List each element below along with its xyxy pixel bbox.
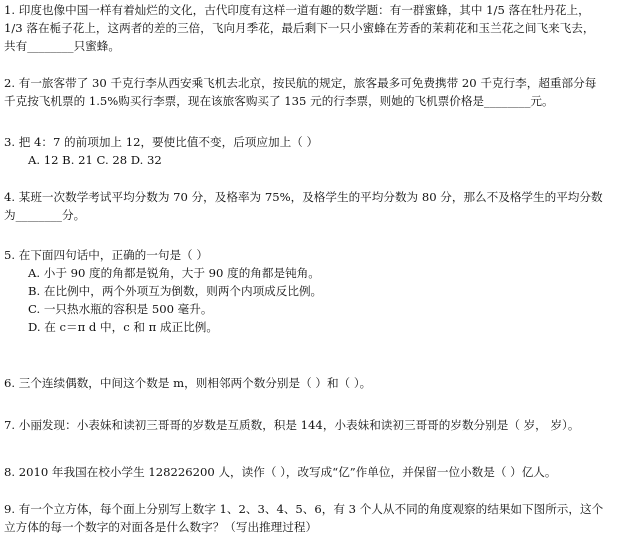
question-6-line-1: 6. 三个连续偶数，中间这个数是 m，则相邻两个数分别是（ ）和（ ）。 bbox=[4, 376, 372, 390]
question-5 bbox=[4, 246, 640, 336]
question-4-line-1: 4. 某班一次数学考试平均分数为 70 分，及格率为 75%，及格学生的平均分数为 80 分，那么不及格学生的平均分数 bbox=[4, 190, 603, 204]
question-5-option-a: A. 小于 90 度的角都是锐角，大于 90 度的角都是钝角。 bbox=[28, 266, 320, 280]
question-5-option-b: B. 在比例中，两个外项互为倒数，则两个内项成反比例。 bbox=[28, 284, 323, 298]
question-7 bbox=[4, 416, 640, 434]
question-9 bbox=[4, 500, 640, 536]
question-9-line-1: 9. 有一个立方体，每个面上分别写上数字 1、2、3、4、5、6，有 3 个人从不同的角度观察的结果如下图所示，这个 bbox=[4, 502, 604, 516]
question-2-line-1: 2. 有一旅客带了 30 千克行李从西安乘飞机去北京，按民航的规定，旅客最多可免费携带 20 千克行李，超重部分每 bbox=[4, 76, 597, 90]
question-2-line-2: 千克按飞机票的 1.5%购买行李票，现在该旅客购买了 135 元的行李票，则她的飞机票价格是________元。 bbox=[4, 94, 554, 108]
question-9-line-2: 立方体的每一个数字的对面各是什么数字？（写出推理过程） bbox=[4, 520, 318, 534]
question-5-line-1: 5. 在下面四句话中，正确的一句是（ ） bbox=[4, 248, 208, 262]
question-2 bbox=[4, 74, 640, 110]
question-4 bbox=[4, 188, 640, 224]
question-4-line-2: 为________分。 bbox=[4, 208, 86, 222]
question-8 bbox=[4, 463, 640, 481]
question-1-line-3: 共有________只蜜蜂。 bbox=[4, 39, 120, 53]
question-1-line-2: 1/3 落在栀子花上，这两者的差的三倍，飞向月季花，最后剩下一只小蜜蜂在芳香的茉莉花和玉兰花之间飞来飞去， bbox=[4, 21, 595, 35]
question-1 bbox=[4, 1, 640, 55]
question-1-line-1: 1. 印度也像中国一样有着灿烂的文化，古代印度有这样一道有趣的数学题：有一群蜜蜂，其中 1/5 落在牡丹花上， bbox=[4, 3, 590, 17]
question-8-line-1: 8. 2010 年我国在校小学生 128226200 人，读作（ ），改写成“亿”作单位，并保留一位小数是（ ）亿人。 bbox=[4, 465, 557, 479]
question-6 bbox=[4, 374, 640, 392]
question-3 bbox=[4, 133, 640, 169]
question-3-line-1: 3. 把 4：7 的前项加上 12，要使比值不变，后项应加上（ ） bbox=[4, 135, 319, 149]
question-5-option-d: D. 在 c＝π d 中，c 和 π 成正比例。 bbox=[28, 320, 218, 334]
question-3-options: A. 12 B. 21 C. 28 D. 32 bbox=[28, 153, 162, 167]
question-7-line-1: 7. 小丽发现：小表妹和读初三哥哥的岁数是互质数，积是 144，小表妹和读初三哥哥的岁数分别是（ 岁， 岁）。 bbox=[4, 418, 580, 432]
question-5-option-c: C. 一只热水瓶的容积是 500 毫升。 bbox=[28, 302, 213, 316]
